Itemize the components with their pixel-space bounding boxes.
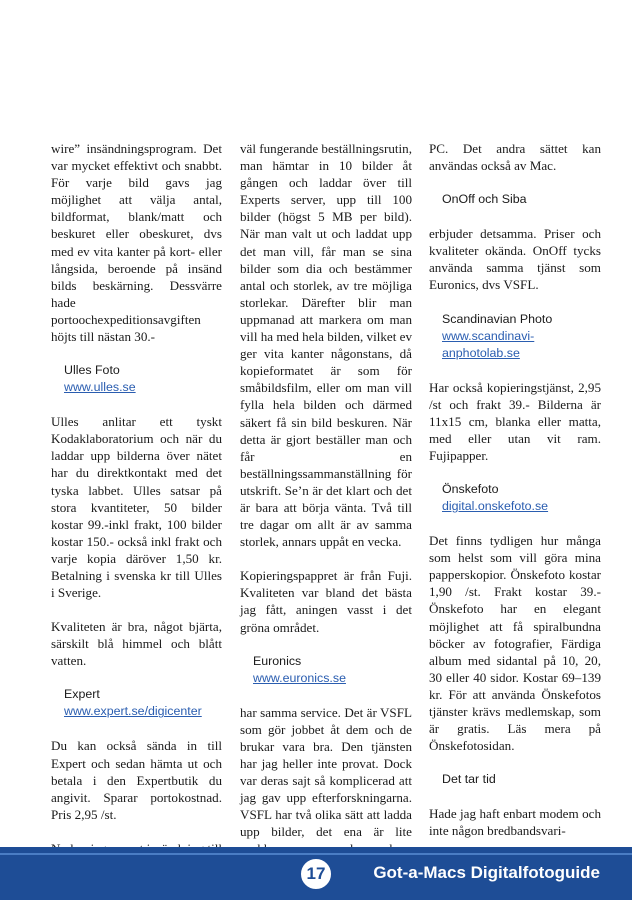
publication-title: Got-a-Macs Digitalfotoguide [373, 863, 600, 882]
paragraph: Kvaliteten är bra, något bjärta, särskilt blå himmel och blått vatten. [51, 619, 222, 669]
link-onskefoto[interactable]: digital.onskefoto.se [442, 499, 549, 514]
section-heading-onoff-siba: OnOff och Siba [442, 192, 527, 207]
section-heading-onskefoto: Önskefoto [442, 482, 499, 497]
section-heading-euronics: Euronics [253, 653, 302, 668]
section-heading-expert: Expert [64, 687, 100, 702]
paragraph: Har också kopieringstjänst, 2,95 /st och frakt 39.- Bilderna är 11x15 cm, blanka eller matta, med eller utan vit ram. Fujipapper. [429, 379, 601, 463]
link-expert[interactable]: www.expert.se/digicenter [64, 704, 202, 719]
article-column-1 [51, 140, 222, 842]
page-footer [0, 847, 632, 900]
page-number-badge: 17 [299, 857, 333, 891]
link-ulles[interactable]: www.ulles.se [64, 380, 136, 395]
paragraph: wire” insändningsprogram. Det var mycket effektivt och snabbt. För varje bild gavs jag möjlighet att välja antal, bildformat, blank/matt och beskuret eller obeskuret, dvs med ev vita kanter på kort- eller långsida, beroende på insänd bilds beskärning. Dessvärre hade portoochexpeditionsavgiften höjts till nästan 30.- [51, 141, 222, 345]
article-column-2 [240, 140, 412, 842]
paragraph: väl fungerande beställningsrutin, man hämtar in 10 bilder åt gången och laddar över till Experts server, upp till 100 bilder (högst 5 MB per bild). När man valt ut och laddat upp det man vill, får man se sina bilder som dia och bestämmer antal och storlek, av tre möjliga storlekar. Därefter blir man uppmanad att markera om man vill ha med hela bilden, vilket ev ger vita kanter någonstans, då kopieformatet är som för småbildsfilm, eller om man vill fylla hela bilden och därmed säkert få sin bild beskuren. När detta är gjort beställer man och får en beställningssammanställning för utskrift. Se’n är det klart och det är bara att börja vänta. Två till tre dagar om allt är av samma storlek, annars uppåt en vecka. [240, 141, 412, 550]
paragraph: Hade jag haft enbart modem och inte någon bredbandsvari- [429, 806, 601, 839]
paragraph: PC. Det andra sättet kan användas också av Mac. [429, 141, 601, 174]
section-heading-det-tar-tid: Det tar tid [442, 772, 496, 787]
paragraph: erbjuder detsamma. Priser och kvaliteter okända. OnOff tycks använda samma tjänst som Euronics, dvs VSFL. [429, 226, 601, 293]
paragraph: Kopieringspappret är från Fuji. Kvaliteten var bland det bästa jag fått, aningen vasst i det gröna området. [240, 568, 412, 635]
link-euronics[interactable]: www.euronics.se [253, 670, 346, 685]
paragraph: Det finns tydligen hur många som helst som vill göra mina papperskopior. Önskefoto kostar 1,90 /st. Frakt kostar 39.- Önskefoto har en elegant möjlighet att få spiralbundna böcker av fotografier, Färdiga album med sidantal på 10, 20, 30 eller 40 sidor. Kostar 69–139 kr. För att använda Önskefotos tjänster krävs medlemskap, som är gratis. Läs mera på Önskefotosidan. [429, 533, 601, 754]
paragraph: har samma service. Det är VSFL som gör jobbet åt dem och de brukar vara bra. Den tjänsten har jag heller inte provat. Dock var deras sajt så komplicerad att jag gav upp efterforskningarna. VSFL har två olika sätt att ladda upp bilder, det ena är lite [240, 704, 412, 840]
footer-divider [0, 853, 632, 855]
section-heading-ulles-foto: Ulles Foto [64, 363, 120, 378]
link-scandinavian-photo[interactable]: www.scandinavi- [442, 328, 535, 343]
article-column-3 [429, 140, 601, 842]
link-scandinavian-photo-cont[interactable]: anphotolab.se [442, 345, 520, 360]
paragraph: Du kan också sända in till Expert och sedan hämta ut och betala i den Expertbutik du angivit. Sparar portokostnad. Pris 2,95 /st. [51, 738, 222, 822]
section-heading-scandinavian-photo: Scandinavian Photo [442, 311, 553, 326]
paragraph: Ulles anlitar ett tyskt Kodaklaboratorium och när du laddar upp bilderna över nätet har du direktkontakt med det tyska labbet. Ulles satsar på stora kvantiteter, 50 bilder kostar 99.-inkl frakt, 100 bilder kostar 150.- också inkl frakt och varje kopia däröver 1,50 kr. Betalning i svenska kr till Ulles i Sverige. [51, 414, 222, 601]
